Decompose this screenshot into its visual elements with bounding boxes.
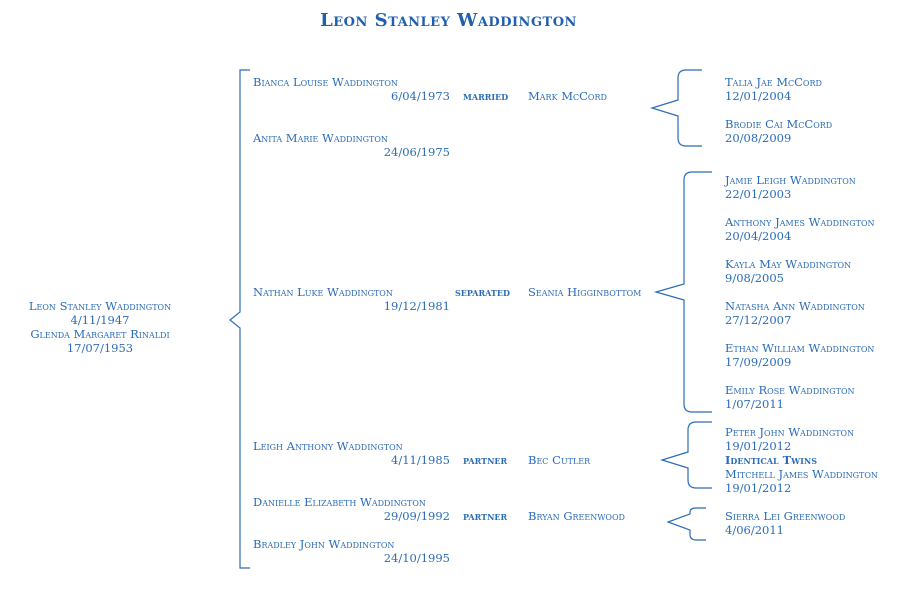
grandchild-dob: 22/01/2003: [725, 187, 792, 201]
grandchild-dob: 9/08/2005: [725, 271, 784, 285]
children-bracket: [230, 70, 250, 568]
grandchild-name: Natasha Ann Waddington: [725, 299, 865, 313]
child-dob: 24/10/1995: [383, 551, 450, 565]
grandchild-name: Peter John Waddington: [725, 425, 855, 439]
relation-label: separated: [455, 285, 510, 299]
leigh-kids-bracket: [662, 422, 712, 488]
grandchild-name: Anthony James Waddington: [725, 215, 875, 229]
grandchild-dob: 17/09/2009: [725, 355, 792, 369]
grandchild-name: Emily Rose Waddington: [725, 383, 855, 397]
grandchild-dob: 20/04/2004: [725, 229, 792, 243]
danielle-kids-bracket: [668, 508, 706, 540]
child-name: Bianca Louise Waddington: [253, 75, 398, 89]
grandchild-name: Kayla May Waddington: [725, 257, 852, 271]
grandchild-dob: 4/06/2011: [725, 523, 784, 537]
child-name: Leigh Anthony Waddington: [253, 439, 403, 453]
relation-label: married: [463, 89, 509, 103]
root-dob: 4/11/1947: [70, 313, 130, 327]
root-spouse: Glenda Margaret Rinaldi: [30, 327, 170, 341]
grandchild-name: Talia Jae McCord: [725, 75, 822, 89]
root-name: Leon Stanley Waddington: [28, 299, 172, 313]
child-name: Bradley John Waddington: [253, 537, 395, 551]
partner-name: Bec Cutler: [528, 453, 591, 467]
grandchild-dob: 20/08/2009: [725, 131, 792, 145]
child-dob: 29/09/1992: [383, 509, 450, 523]
grandchild-dob: 19/01/2012: [725, 481, 792, 495]
child-dob: 24/06/1975: [383, 145, 450, 159]
twins-note: Identical Twins: [725, 453, 817, 467]
relation-label: partner: [463, 509, 508, 523]
child-dob: 6/04/1973: [391, 89, 450, 103]
child-name: Nathan Luke Waddington: [253, 285, 393, 299]
partner-name: Bryan Greenwood: [528, 509, 625, 523]
child-dob: 4/11/1985: [391, 453, 450, 467]
bianca-kids-bracket: [652, 70, 702, 146]
grandchild-name: Sierra Lei Greenwood: [725, 509, 846, 523]
page-title: Leon Stanley Waddington: [320, 10, 577, 31]
partner-name: Mark McCord: [528, 89, 607, 103]
grandchild-name: Brodie Cai McCord: [725, 117, 833, 131]
child-dob: 19/12/1981: [383, 299, 450, 313]
grandchild-name: Mitchell James Waddington: [725, 467, 878, 481]
relation-label: partner: [463, 453, 508, 467]
root-spouse-dob: 17/07/1953: [66, 341, 134, 355]
grandchild-dob: 19/01/2012: [725, 439, 792, 453]
nathan-kids-bracket: [656, 172, 712, 412]
grandchild-dob: 1/07/2011: [725, 397, 784, 411]
grandchild-dob: 12/01/2004: [725, 89, 792, 103]
grandchild-dob: 27/12/2007: [725, 313, 792, 327]
grandchild-name: Ethan William Waddington: [725, 341, 875, 355]
child-name: Danielle Elizabeth Waddington: [253, 495, 426, 509]
partner-name: Seania Higginbottom: [528, 285, 642, 299]
child-name: Anita Marie Waddington: [253, 131, 388, 145]
grandchild-name: Jamie Leigh Waddington: [725, 173, 856, 187]
